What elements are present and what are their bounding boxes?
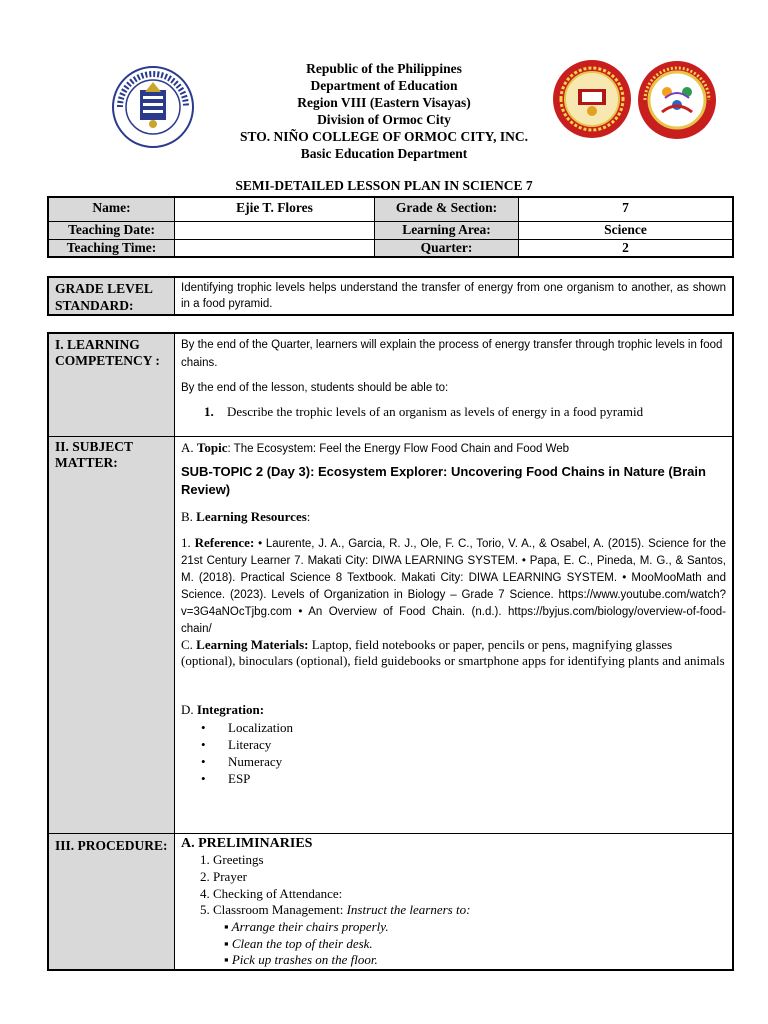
reference-text: • Laurente, J. A., Garcia, R. J., Ole, F. C., Torio, V. A., & Osabel, A. (2015). Science for the 21st Century Learner 7. Makati City: DIWA LEARNING SYSTEM. • Papa, E. C., Pineda, M. G., & Santos, M. (2018). Practical Science 8 Textbook. Makati City: DIWA LEARNING SYSTEM. • MooMooMath and Science. (2023). Levels of Organization in Biology – Grade 7 Science. https://www.youtube.com/watch?v=3G4aNOcTjbg.com • An Overview of Food Chain. (n.d.). https://byjus.com/biology/overview-of-food-chain/ bbox=[181, 538, 727, 635]
learning-area-label: Learning Area: bbox=[375, 221, 519, 239]
procedure-substep: ▪ Pick up trashes on the floor. bbox=[224, 952, 378, 968]
competency-lesson-intro: By the end of the lesson, students should be able to: bbox=[181, 382, 449, 394]
basic-education-department-seal-logo bbox=[637, 60, 717, 140]
name-label: Name: bbox=[48, 197, 175, 221]
lesson-plan-table bbox=[47, 332, 734, 971]
subtopic-heading: SUB-TOPIC 2 (Day 3): Ecosystem Explorer: Uncovering Food Chains in Nature (Brain Review) bbox=[181, 463, 706, 497]
grade-level-standard-text: Identifying trophic levels helps understand the transfer of energy from one organism to another, as shown in a food pyramid. bbox=[175, 277, 734, 315]
teaching-date-label: Teaching Date: bbox=[48, 221, 175, 239]
teaching-date-value bbox=[175, 221, 375, 239]
header-region: Region VIII (Eastern Visayas) bbox=[297, 95, 471, 110]
reference-label: Reference: bbox=[194, 535, 255, 550]
procedure-step: 5. Classroom Management: Instruct the learners to: bbox=[200, 902, 471, 918]
procedure-step: 4. Checking of Attendance: bbox=[200, 885, 343, 901]
learning-competency-label: I. LEARNING COMPETENCY : bbox=[48, 333, 175, 436]
integration-item: • Numeracy bbox=[201, 753, 726, 770]
learning-competency-cell bbox=[175, 333, 734, 436]
header-school: STO. NIÑO COLLEGE OF ORMOC CITY, INC. bbox=[240, 129, 528, 144]
learning-materials-paragraph: C. Learning Materials: Laptop, field notebooks or paper, pencils or pens, magnifying glasses (optional), binoculars (optional), field guidebooks or smartphone apps for identifying plants and animals bbox=[181, 637, 725, 668]
integration-item: • Literacy bbox=[201, 736, 726, 753]
name-value: Ejie T. Flores bbox=[175, 197, 375, 221]
grade-level-standard-table bbox=[47, 276, 734, 316]
procedure-substep: ▪ Arrange their chairs properly. bbox=[224, 919, 389, 935]
competency-objective-item bbox=[181, 404, 647, 419]
header-department: Department of Education bbox=[310, 78, 458, 93]
topic-text: : The Ecosystem: Feel the Energy Flow Food Chain and Food Web bbox=[227, 442, 570, 455]
topic-label: Topic bbox=[196, 439, 228, 455]
learning-materials-label: Learning Materials: bbox=[196, 637, 309, 652]
reference-paragraph: 1. Reference: • Laurente, J. A., Garcia, R. J., Ole, F. C., Torio, V. A., & Osabel, A. (2015). Science for the 21st Century Learner 7. Makati City: DIWA LEARNING SYSTEM. • Papa, E. C., Pineda, M. G., & Santos, M. (2018). Practical Science 8 Textbook. Makati City: DIWA LEARNING SYSTEM. • MooMooMath and Science. (2023). Levels of Organization in Biology – Grade 7 Science. https://www.youtube.com/watch?v=3G4aNOcTjbg.com • An Overview of Food Chain. (n.d.). https://byjus.com/biology/overview-of-food-chain/ bbox=[181, 535, 727, 635]
objective-text: Describe the trophic levels of an organism as levels of energy in a food pyramid bbox=[227, 404, 644, 419]
grade-section-label: Grade & Section: bbox=[375, 197, 519, 221]
objective-number: 1. bbox=[204, 404, 214, 419]
integration-item: • Localization bbox=[201, 719, 726, 736]
learning-resources-heading: B. Learning Resources: bbox=[181, 508, 311, 524]
teacher-info-table bbox=[47, 196, 734, 258]
header-republic: Republic of the Philippines bbox=[306, 61, 462, 76]
institution-header bbox=[150, 60, 618, 162]
preliminaries-heading: A. PRELIMINARIES bbox=[181, 835, 313, 851]
procedure-step: 2. Prayer bbox=[200, 868, 247, 884]
grade-level-standard-label: GRADE LEVEL STANDARD: bbox=[48, 277, 175, 315]
header-division: Division of Ormoc City bbox=[317, 112, 451, 127]
lesson-plan-title: SEMI-DETAILED LESSON PLAN IN SCIENCE 7 bbox=[235, 178, 533, 193]
integration-list bbox=[181, 719, 726, 787]
procedure-substep: ▪ Clean the top of their desk. bbox=[224, 935, 373, 951]
teaching-time-label: Teaching Time: bbox=[48, 239, 175, 257]
subject-matter-cell bbox=[175, 436, 734, 833]
topic-line: A. Topic: The Ecosystem: Feel the Energy Flow Food Chain and Food Web bbox=[181, 439, 570, 455]
learning-area-value: Science bbox=[519, 221, 734, 239]
teaching-time-value bbox=[175, 239, 375, 257]
procedure-label: III. PROCEDURE: bbox=[48, 833, 175, 970]
header-basic-ed: Basic Education Department bbox=[300, 146, 468, 161]
learning-materials-text: Laptop, field notebooks or paper, pencils or pens, magnifying glasses (optional), binoculars (optional), field guidebooks or smartphone apps for identifying plants and animals bbox=[181, 637, 725, 668]
integration-heading: D. Integration: bbox=[181, 702, 265, 717]
procedure-step: 1. Greetings bbox=[200, 852, 264, 868]
subject-matter-label: II. SUBJECT MATTER: bbox=[48, 436, 175, 833]
competency-quarter-text: By the end of the Quarter, learners will explain the process of energy transfer through trophic levels in food chains. bbox=[181, 339, 723, 369]
procedure-cell bbox=[175, 833, 734, 970]
integration-item: • ESP bbox=[201, 770, 726, 787]
quarter-label: Quarter: bbox=[375, 239, 519, 257]
grade-section-value: 7 bbox=[519, 197, 734, 221]
quarter-value: 2 bbox=[519, 239, 734, 257]
